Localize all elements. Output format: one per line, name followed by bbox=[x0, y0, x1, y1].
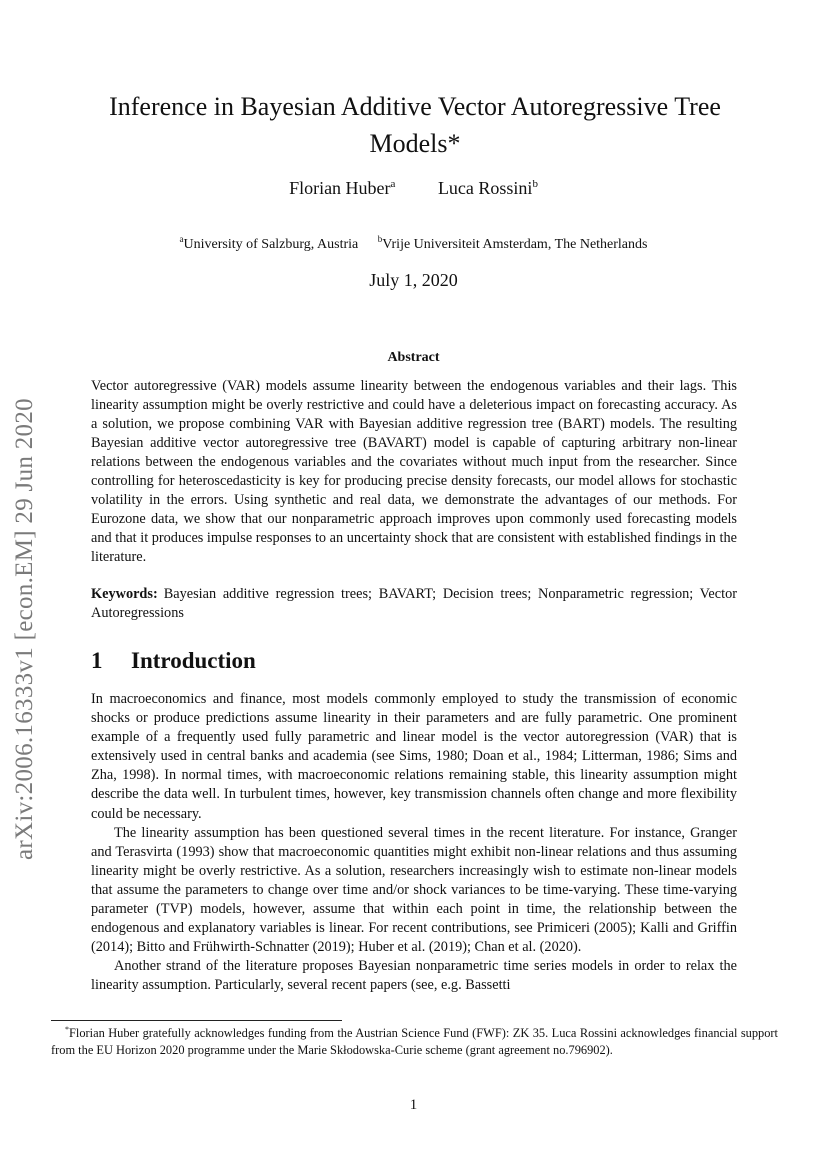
affiliation-mark: a bbox=[179, 234, 184, 244]
author-list bbox=[0, 178, 827, 199]
affiliation-salzburg bbox=[180, 234, 359, 253]
affiliation-mark: a bbox=[390, 178, 396, 190]
affiliation-vu-amsterdam bbox=[378, 234, 648, 253]
section-heading-introduction bbox=[91, 648, 256, 674]
footnote-text: Florian Huber gratefully acknowledges funding from the Austrian Science Fund (FWF): ZK 35. Luca Rossini acknowledges financial support from the EU Horizon 2020 programme under the Marie Skłodowska-Curie scheme (grant agreement no.796902). bbox=[51, 1026, 778, 1057]
abstract-text: Vector autoregressive (VAR) models assume linearity between the endogenous variables and their lags. This linearity assumption might be overly restrictive and could have a deleterious impact on forecasting accuracy. As a solution, we propose combining VAR with Bayesian additive regression tree (BART) models. The resulting Bayesian additive vector autoregressive tree (BAVART) model is capable of capturing arbitrary non-linear relations between the endogenous variables and the covariates without much input from the researcher. Since controlling for heteroscedasticity is key for producing precise density forecasts, our model allows for stochastic volatility in the errors. Using synthetic and real data, we demonstrate the advantages of our methods. For Eurozone data, we show that our nonparametric approach improves upon commonly used forecasting models and that it produces impulse responses to an uncertainty shock that are consistent with established findings in the literature. bbox=[91, 378, 737, 565]
body-paragraph: In macroeconomics and finance, most models commonly employed to study the transmission of economic shocks or produce predictions assume linearity in their parameters and are fully parametric. One prominent example of a frequently used fully parametric and linear model is the vector autoregression (VAR) that is extensively used in central banks and academia (see Sims, 1980; Doan et al., 1984; Litterman, 1986; Sims and Zha, 1998). In normal times, with macroeconomic relations remaining stable, this linearity assumption might describe the data well. In turbulent times, however, key transmission channels often change and more flexibility could be necessary. bbox=[91, 691, 737, 822]
author-name: Florian Huber bbox=[289, 178, 391, 198]
affiliation-mark: b bbox=[532, 178, 538, 190]
author-name: Luca Rossini bbox=[437, 178, 533, 198]
body-paragraph: The linearity assumption has been questioned several times in the recent literature. For instance, Granger and Terasvirta (1993) show that macroeconomic quantities might exhibit non-linear relations and thus assuming linearity might be overly restrictive. As a solution, researchers increasingly wish to estimate non-linear models that assume the parameters to change over time and/or shock variances to be time-varying. These time-varying parameter (TVP) models, however, assume that within each point in time, the relationship between the endogenous and explanatory variables is linear. For recent contributions, see Primiceri (2005); Kalli and Griffin (2014); Bitto and Frühwirth-Schnatter (2019); Huber et al. (2019); Chan et al. (2020). bbox=[91, 824, 737, 956]
body-paragraph: Another strand of the literature proposes Bayesian nonparametric time series models in order to relax the linearity assumption. Particularly, several recent papers (see, e.g. Bassetti bbox=[91, 958, 737, 994]
keywords bbox=[91, 585, 737, 623]
author-huber[interactable] bbox=[289, 178, 395, 199]
footnote bbox=[51, 1021, 778, 1059]
keywords-text: Bayesian additive regression trees; BAVART; Decision trees; Nonparametric regression; Vector Autoregressions bbox=[91, 586, 737, 621]
section-number: 1 bbox=[91, 648, 103, 673]
publication-date: July 1, 2020 bbox=[369, 270, 458, 290]
footnote-mark: * bbox=[65, 1025, 69, 1034]
section-title: Introduction bbox=[131, 648, 256, 673]
author-rossini[interactable] bbox=[438, 178, 538, 199]
affiliation-list bbox=[0, 234, 827, 253]
affiliation-text: University of Salzburg, Austria bbox=[183, 237, 359, 252]
paper-title: Inference in Bayesian Additive Vector Autoregressive Tree Models* bbox=[109, 92, 721, 158]
abstract-heading: Abstract bbox=[387, 350, 440, 365]
affiliation-text: Vrije Universiteit Amsterdam, The Netherlands bbox=[382, 237, 648, 252]
arxiv-identifier-stamp: arXiv:2006.16333v1 [econ.EM] 29 Jun 2020 bbox=[11, 398, 38, 860]
affiliation-mark: b bbox=[377, 234, 383, 244]
introduction-body bbox=[91, 690, 737, 996]
page-number: 1 bbox=[409, 1097, 418, 1113]
keywords-label: Keywords: bbox=[91, 586, 158, 602]
